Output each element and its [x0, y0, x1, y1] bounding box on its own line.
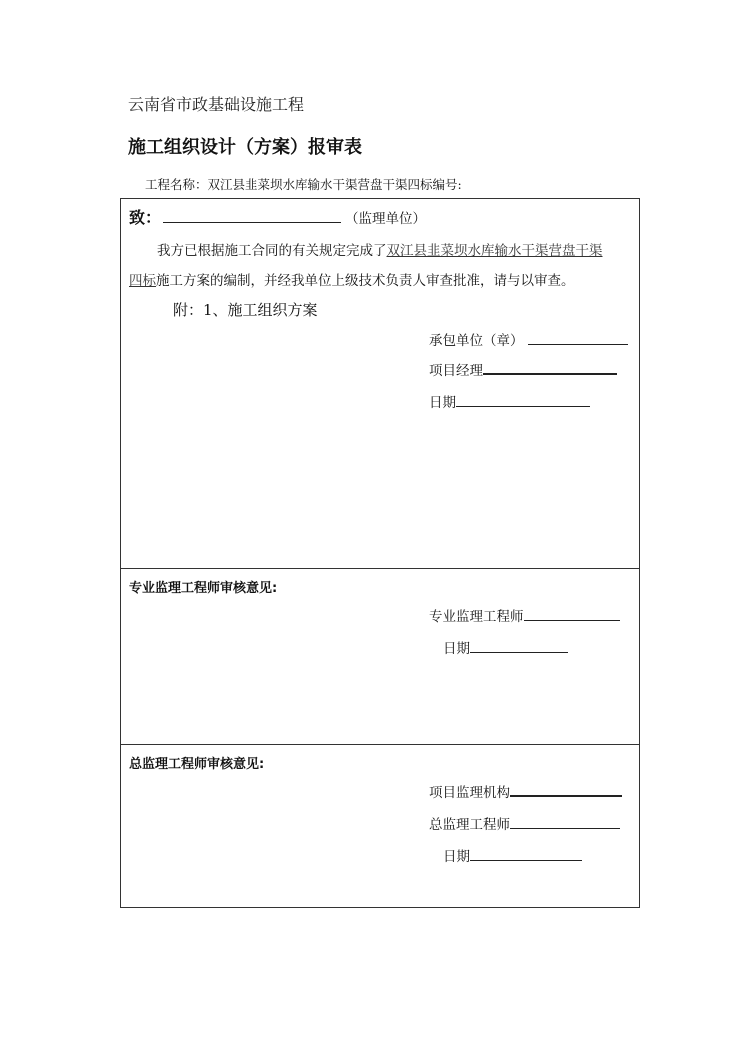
approval-form-table [120, 198, 640, 908]
chief-engineer-label: 总监理工程师 [429, 817, 510, 833]
section-divider-2 [121, 744, 639, 745]
chief-engineer-blank[interactable] [510, 814, 620, 829]
date-blank-1[interactable] [456, 392, 590, 407]
date-sign-line-3 [443, 845, 582, 865]
date-label-2: 日期 [443, 641, 470, 657]
engineer-blank[interactable] [524, 606, 620, 621]
supervisor-unit-suffix: （监理单位） [345, 211, 427, 227]
date-sign-line-2 [443, 637, 568, 657]
date-label-3: 日期 [443, 849, 470, 865]
body-text-line-1 [157, 239, 603, 259]
to-label: 致： [129, 208, 162, 227]
manager-sign-line [429, 359, 617, 379]
chief-engineer-sign-line [429, 813, 620, 833]
supervision-org-label: 项目监理机构 [429, 785, 510, 801]
supervision-org-blank[interactable] [510, 781, 622, 797]
document-subtitle: 云南省市政基础设施工程 [128, 95, 305, 114]
addressee-line [129, 205, 426, 228]
engineer-label: 专业监理工程师 [429, 609, 524, 625]
supervision-org-line [429, 781, 622, 801]
date-blank-3[interactable] [470, 846, 582, 861]
project-name-line [145, 175, 462, 193]
body-text-line-2 [129, 269, 575, 289]
project-name: 双江县韭菜坝水库输水干渠营盘干渠四标编号: [207, 177, 462, 192]
document-title: 施工组织设计（方案）报审表 [128, 137, 362, 158]
manager-label: 项目经理 [429, 363, 483, 379]
date-sign-line-1 [429, 391, 590, 411]
contractor-blank[interactable] [528, 330, 628, 345]
section-divider-1 [121, 568, 639, 569]
manager-blank[interactable] [483, 359, 617, 375]
body-rest: 施工方案的编制，并经我单位上级技术负责人审查批准，请与以审查。 [156, 273, 575, 289]
date-blank-2[interactable] [470, 638, 568, 653]
contractor-label: 承包单位（章） [429, 333, 524, 349]
date-label-1: 日期 [429, 395, 456, 411]
professional-engineer-heading: 专业监理工程师审核意见: [129, 581, 278, 596]
body-prefix: 我方已根据施工合同的有关规定完成了 [157, 243, 387, 259]
contractor-sign-line [429, 329, 628, 349]
project-link-part-1: 双江县韭菜坝水库输水干渠营盘干渠 [386, 243, 603, 259]
chief-engineer-heading: 总监理工程师审核意见: [129, 757, 265, 772]
project-link-part-2: 四标 [129, 273, 156, 289]
attachment-line: 附：1、施工组织方案 [173, 301, 318, 319]
supervisor-unit-blank[interactable] [163, 208, 341, 223]
project-label: 工程名称： [145, 177, 208, 192]
engineer-sign-line [429, 605, 620, 625]
